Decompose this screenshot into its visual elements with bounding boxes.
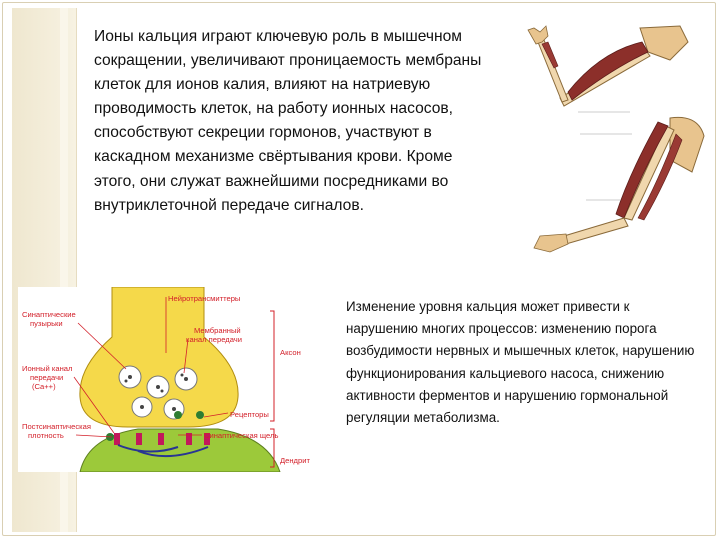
synapse-diagram (18, 287, 332, 472)
label-axon: Аксон (280, 348, 301, 357)
label-receptors: Рецепторы (230, 410, 269, 419)
label-ion-channel-3: (Ca++) (32, 382, 56, 391)
calcium-role-paragraph: Ионы кальция играют ключевую роль в мышечном сокращении, увеличивают проницаемость мембраны клеток для ионов калия, влияют на натриевую проводимость клеток, на работу ионных насосов, способствуют секреции гормонов, участвуют в каскадном механизме свёртывания крови. Кроме этого, они служат важнейшими посредниками во внутриклеточной передаче сигналов. (94, 28, 482, 214)
label-membrane-channel-2: канал передачи (186, 335, 242, 344)
label-synaptic-vesicles-1: Синаптические (22, 310, 76, 319)
label-membrane-channel-1: Мембранный (194, 326, 241, 335)
lower-arm-drawing (534, 117, 704, 252)
upper-arm-drawing (528, 26, 688, 112)
label-synaptic-vesicles-2: пузырьки (30, 319, 63, 328)
label-ion-channel-1: Ионный канал (22, 364, 73, 373)
label-neurotransmitters: Нейротрансмиттеры (168, 294, 241, 303)
label-postsynaptic-2: плотность (28, 431, 64, 440)
label-postsynaptic-1: Постсинаптическая (22, 422, 91, 431)
label-synaptic-cleft: Синаптическая щель (204, 431, 279, 440)
arm-muscles-illustration (520, 22, 710, 254)
calcium-level-change-paragraph: Изменение уровня кальция может привести к нарушению многих процессов: изменению порога возбудимости нервных и мышечных клеток, нарушению функционирования кальциевого насоса, снижению активности ферментов и нарушению гормональной регуляции метаболизма. (346, 299, 695, 426)
label-ion-channel-2: передачи (30, 373, 64, 382)
label-dendrite: Дендрит (280, 456, 310, 465)
